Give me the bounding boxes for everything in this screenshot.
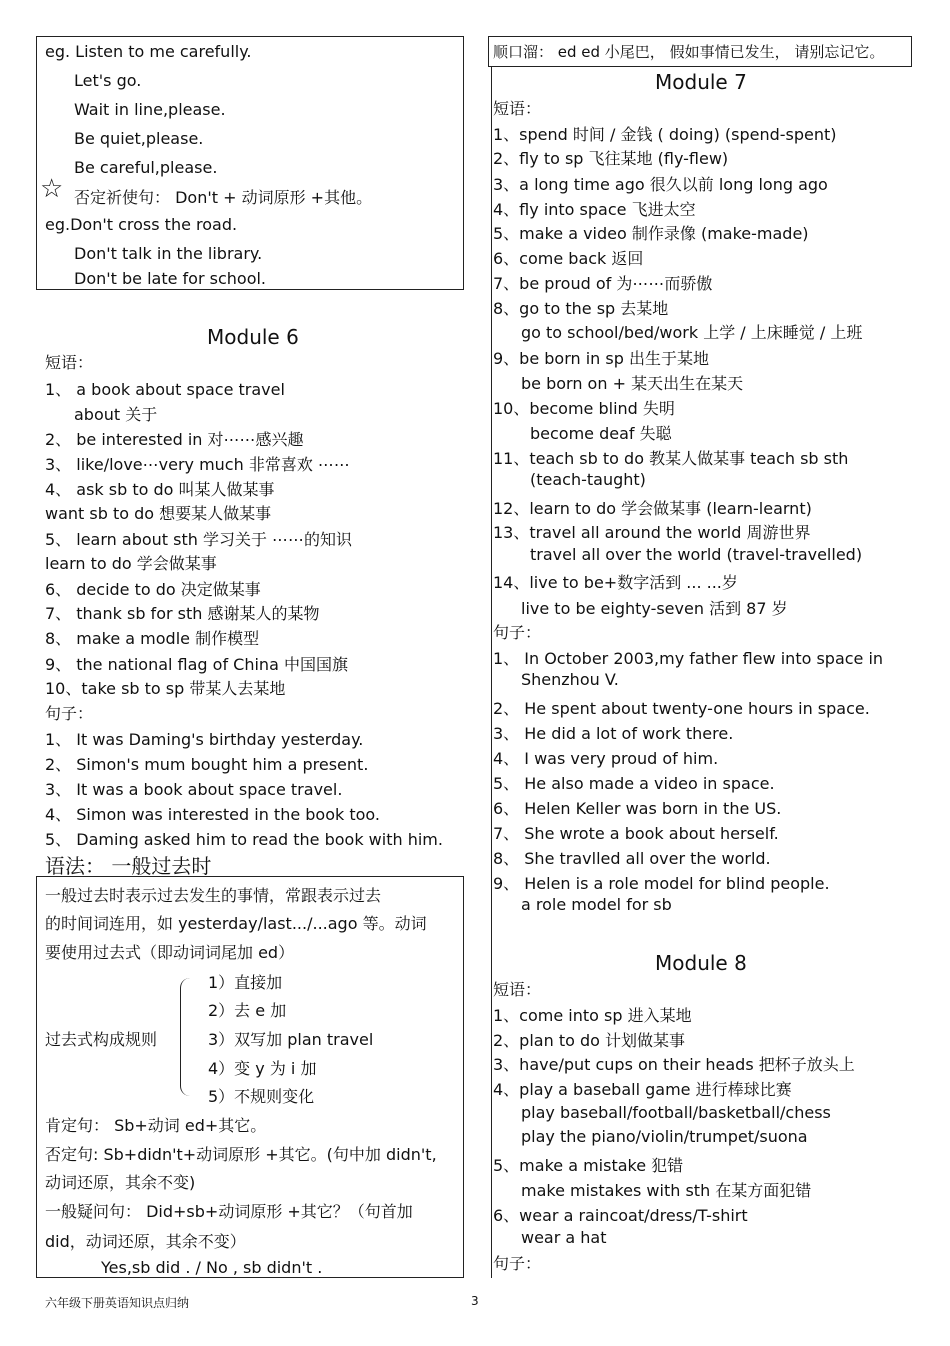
text-line: eg. Listen to me carefully. (45, 42, 252, 61)
sentence-item: 2、 Simon's mum bought him a present. (45, 755, 369, 774)
phrase-item: 8、go to the sp 去某地 (493, 299, 669, 318)
phrase-item: 14、live to be+数字活到 ... ...岁 (493, 573, 738, 592)
phrase-item: live to be eighty-seven 活到 87 岁 (521, 599, 788, 618)
phrase-item: (teach-taught) (530, 470, 646, 489)
module7-title: Module 7 (655, 70, 747, 94)
phrase-item: 7、be proud of 为⋯⋯而骄傲 (493, 274, 713, 293)
phrase-item: 6、wear a raincoat/dress/T-shirt (493, 1206, 748, 1225)
phrase-item: 13、travel all around the world 周游世界 (493, 523, 811, 542)
negative-rule: 动词还原，其余不变) (45, 1173, 196, 1192)
text-line: Don't talk in the library. (74, 244, 263, 263)
column-divider (491, 67, 492, 1278)
phrase-item: 2、plan to do 计划做某事 (493, 1031, 685, 1050)
phrase-item: 5、make a video 制作录像 (make-made) (493, 224, 809, 243)
text-line: eg.Don't cross the road. (45, 215, 238, 234)
phrase-item: wear a hat (521, 1228, 607, 1247)
rule-item: 4）变 y 为 i 加 (208, 1059, 317, 1078)
sentence-item: 6、 Helen Keller was born in the US. (493, 799, 782, 818)
module6-title: Module 6 (207, 325, 299, 349)
phrase-item: play baseball/football/basketball/chess (521, 1103, 831, 1122)
phrase-item: 5、 learn about sth 学习关于 ⋯⋯的知识 (45, 530, 353, 549)
phrase-item: learn to do 学会做某事 (45, 554, 217, 573)
phrases-label: 短语： (493, 99, 542, 118)
phrase-item: 8、 make a modle 制作模型 (45, 629, 260, 648)
text-line: Be quiet,please. (74, 129, 204, 148)
sentence-item: 7、 She wrote a book about herself. (493, 824, 779, 843)
text-line: 否定祈使句： Don't + 动词原形 +其他。 (74, 188, 373, 207)
rule-item: 5）不规则变化 (208, 1087, 315, 1106)
phrase-item: play the piano/violin/trumpet/suona (521, 1127, 808, 1146)
module8-title: Module 8 (655, 951, 747, 975)
phrase-item: 7、 thank sb for sth 感谢某人的某物 (45, 604, 320, 623)
sentence-item: 3、 He did a lot of work there. (493, 724, 734, 743)
grammar-intro: 要使用过去式（即动词词尾加 ed） (45, 943, 295, 962)
affirmative-rule: 肯定句： Sb+动词 ed+其它。 (45, 1116, 267, 1135)
sentences-label: 句子： (45, 704, 94, 723)
phrase-item: 4、 ask sb to do 叫某人做某事 (45, 480, 275, 499)
phrase-item: want sb to do 想要某人做某事 (45, 504, 272, 523)
phrase-item: travel all over the world (travel-travelled) (530, 545, 863, 564)
phrase-item: 9、be born in sp 出生于某地 (493, 349, 709, 368)
rule-item: 3）双写加 plan travel (208, 1030, 374, 1049)
sentence-item: 2、 He spent about twenty-one hours in space. (493, 699, 870, 718)
text-line: Wait in line,please. (74, 100, 226, 119)
text-line: Don't be late for school. (74, 269, 267, 288)
sentence-item: 1、 In October 2003,my father flew into space in (493, 649, 884, 668)
phrase-item: 5、make a mistake 犯错 (493, 1156, 684, 1175)
phrase-item: about 关于 (74, 405, 158, 424)
sentence-item: 4、 Simon was interested in the book too. (45, 805, 381, 824)
phrase-item: 12、learn to do 学会做某事 (learn-learnt) (493, 499, 812, 518)
phrase-item: go to school/bed/work 上学 / 上床睡觉 / 上班 (521, 323, 863, 342)
sentence-item: 5、 He also made a video in space. (493, 774, 775, 793)
text-line: Let's go. (74, 71, 142, 90)
footer-caption: 六年级下册英语知识点归纳 (45, 1296, 190, 1310)
text-line: Be careful,please. (74, 158, 218, 177)
phrases-label: 短语： (493, 980, 542, 999)
phrase-item: 10、become blind 失明 (493, 399, 675, 418)
brace-icon (180, 978, 195, 1096)
sentence-item: 3、 It was a book about space travel. (45, 780, 343, 799)
phrase-item: 6、 decide to do 决定做某事 (45, 580, 261, 599)
rhyme-text: 顺口溜： ed ed 小尾巴， 假如事情已发生， 请别忘记它。 (493, 43, 885, 61)
phrase-item: 10、take sb to sp 带某人去某地 (45, 679, 286, 698)
sentences-label: 句子： (493, 1254, 542, 1273)
sentence-item: 9、 Helen is a role model for blind people. (493, 874, 830, 893)
rule-item: 1）直接加 (208, 973, 283, 992)
phrase-item: 3、a long time ago 很久以前 long long ago (493, 175, 828, 194)
phrase-item: 4、fly into space 飞进太空 (493, 200, 696, 219)
question-rule: did，动词还原，其余不变） (45, 1232, 246, 1251)
sentence-item: 1、 It was Daming's birthday yesterday. (45, 730, 364, 749)
phrase-item: 1、 a book about space travel (45, 380, 285, 399)
phrase-item: 2、 be interested in 对⋯⋯感兴趣 (45, 430, 304, 449)
phrase-item: 2、fly to sp 飞往某地 (fly-flew) (493, 149, 729, 168)
grammar-intro: 的时间词连用，如 yesterday/last.../...ago 等。动词 (45, 914, 427, 933)
sentence-item: Shenzhou V. (521, 670, 619, 689)
phrase-item: 11、teach sb to do 教某人做某事 teach sb sth (493, 449, 849, 468)
negative-rule: 否定句: Sb+didn't+动词原形 +其它。(句中加 didn't, (45, 1145, 437, 1164)
phrase-item: 1、come into sp 进入某地 (493, 1006, 692, 1025)
phrase-item: 3、have/put cups on their heads 把杯子放头上 (493, 1055, 855, 1074)
question-rule: 一般疑问句： Did+sb+动词原形 +其它？（句首加 (45, 1202, 413, 1221)
sentences-label: 句子： (493, 623, 542, 642)
grammar-intro: 一般过去时表示过去发生的事情，常跟表示过去 (45, 886, 382, 905)
star-icon: ☆ (40, 174, 64, 204)
phrase-item: make mistakes with sth 在某方面犯错 (521, 1181, 812, 1200)
grammar-title: 语法： 一般过去时 (45, 854, 212, 878)
phrase-item: become deaf 失聪 (530, 424, 672, 443)
phrases-label: 短语： (45, 353, 94, 372)
phrase-item: 3、 like/love⋯very much 非常喜欢 ⋯⋯ (45, 455, 350, 474)
phrase-item: 9、 the national flag of China 中国国旗 (45, 655, 348, 674)
phrase-item: 4、play a baseball game 进行棒球比赛 (493, 1080, 792, 1099)
short-answer: Yes,sb did . / No , sb didn't . (101, 1258, 323, 1277)
rule-item: 2）去 e 加 (208, 1001, 287, 1020)
sentence-item: 8、 She travlled all over the world. (493, 849, 771, 868)
phrase-item: 6、come back 返回 (493, 249, 644, 268)
phrase-item: be born on + 某天出生在某天 (521, 374, 744, 393)
sentence-item: a role model for sb (521, 895, 672, 914)
sentence-item: 4、 I was very proud of him. (493, 749, 719, 768)
page-number: 3 (471, 1294, 479, 1308)
phrase-item: 1、spend 时间 / 金钱 ( doing) (spend-spent) (493, 125, 837, 144)
rules-label: 过去式构成规则 (45, 1030, 158, 1049)
sentence-item: 5、 Daming asked him to read the book with him. (45, 830, 443, 849)
